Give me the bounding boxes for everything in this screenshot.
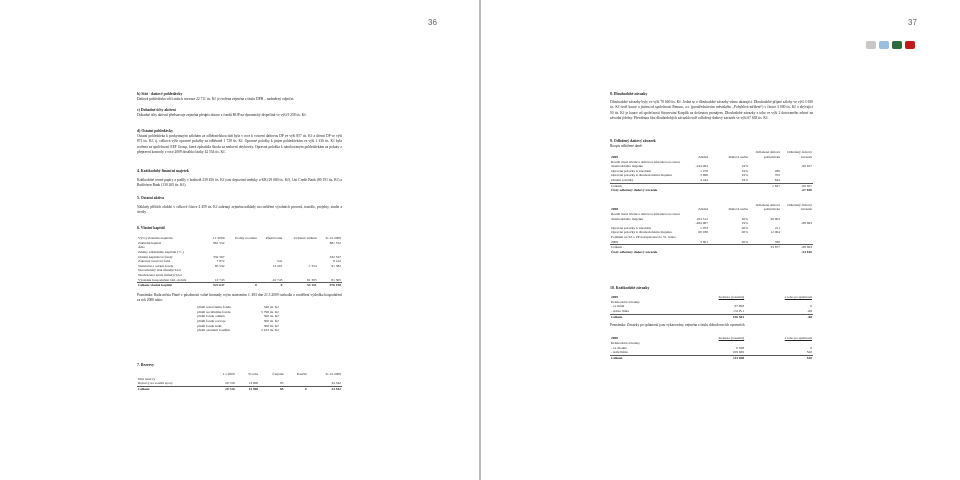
table-header: 31.12.2009 <box>325 236 341 241</box>
row-label: Čistý odložený daňový závazek <box>611 188 658 193</box>
table-cell: 0 <box>258 283 284 288</box>
section-d <box>137 129 342 155</box>
table-cell: 0 <box>225 283 257 288</box>
row-label: Krátkodobé závazky <box>611 299 640 304</box>
page-number: 37 <box>908 18 917 27</box>
row-label: Neuhrazená ztráta minulých let <box>138 272 182 277</box>
row-label: Ostatní položky <box>611 177 634 182</box>
table-cell: 20 902 <box>770 216 780 221</box>
table-cell: 19% <box>741 177 748 182</box>
table-cell <box>749 250 781 255</box>
table-row <box>610 188 813 193</box>
table-cell: -88 693 <box>781 245 813 250</box>
table-row <box>610 160 813 169</box>
table-cell: 34 542 <box>308 386 342 391</box>
row-label: Celkem vlastní kapitál <box>137 283 206 288</box>
item-value: 2 913 tis. Kč <box>261 328 279 333</box>
row-label: Celkem <box>610 314 681 319</box>
item-label: příděl rezervnímu fondu <box>197 305 232 310</box>
list-item <box>197 328 342 333</box>
distribution-list <box>197 305 342 333</box>
table-cell: 19% <box>741 164 748 169</box>
row-label: Základní kapitál <box>138 240 161 245</box>
section-10 <box>610 286 813 360</box>
table-cell: 67 693 <box>734 304 745 309</box>
table-cell: -67 830 <box>801 188 812 193</box>
table-header: Přeúčtování <box>265 236 283 241</box>
item-value: 300 tis. Kč <box>263 323 279 328</box>
section-subtitle: Rozpis odložené daně: <box>610 144 643 149</box>
table-cell: -69 657 <box>781 183 813 188</box>
left-page <box>0 0 479 480</box>
row-label: Opravné položky k dlouhodobému majetku <box>611 173 672 178</box>
row-label: Opravné položky k dlouhodobému majetku <box>611 230 672 235</box>
table-cell: 20% <box>741 239 748 244</box>
row-label: Opravné položky k zásobám <box>611 225 651 230</box>
row-label: Rezervy na soudní spory <box>138 381 173 386</box>
table-year: 2008 <box>611 336 618 341</box>
row-label: Daň rezervy <box>138 376 156 381</box>
section-9 <box>610 139 813 254</box>
row-label: Celkem <box>610 183 682 188</box>
table-cell: 1 053 <box>700 225 708 230</box>
table-cell: 19% <box>741 173 748 178</box>
row-label: Statutární a ostatní fondy <box>138 263 174 268</box>
table-header: Základ <box>698 207 708 212</box>
row-label: - ve lhůtě <box>611 304 625 309</box>
table-cell: -7 354 <box>307 263 317 268</box>
table-cell: 520 <box>806 350 812 355</box>
table-header: 1.1.2009 <box>222 372 235 377</box>
table-cell: 33 877 <box>749 245 781 250</box>
section-title: c) Dohadné účty aktivní <box>137 108 176 112</box>
table-cell: 20% <box>741 230 748 235</box>
row-label: Ostatní kapitálové fondy <box>138 254 173 259</box>
section-title: b) Stát - daňové pohledávky <box>137 92 183 96</box>
table-cell: 4 444 <box>700 177 708 182</box>
table-cell: 881 552 <box>329 240 341 245</box>
table-header: Odložená daňová pohledávka <box>755 202 780 212</box>
section-title: 4. Krátkodobý finanční majetek <box>137 169 189 173</box>
table-header: Základ <box>698 155 708 159</box>
table-cell: 91 382 <box>331 263 341 268</box>
table-cell <box>709 188 749 193</box>
row-label: Ážio <box>138 245 145 250</box>
table-cell: 13 900 <box>236 386 259 391</box>
section-text: Dlouhodobé závazky byly ve výši 70 660 tis. Kč. Jedná se o dlouhodobé závazky vůmo ukazující. Dlouhodobé přijaté zálohy ve výši 3 650 tis. Kč tvoří kauce a jistina od společnosti Renuac, a.s. (prostřednictvím městského „Pohyblivá mřížení“) v částce 3 000 tis. Kč a zbývající 50 tis. Kč je kauce od společnosti Stravování Karpfík za dočasnou pronájem. Dlouhodobé závazky z toho ve výši 2 dotovaného zdraví na závodní jídelny. Převážnou část dlouhodobých závazků tvoří odložený daňový závazek ve výši 67 638 tis. Kč. <box>610 100 813 120</box>
table-year: 2009 <box>611 155 618 159</box>
row-label: - ve dlouhé <box>611 345 627 350</box>
section-c <box>137 108 342 118</box>
table-cell: 520 <box>745 355 813 360</box>
table-cell: 19% <box>741 221 748 226</box>
swatch-blue <box>879 41 889 49</box>
section-text: Daňová pohledávka vůči státu k rozvaze 22 711 tis. Kč je tvořena zejména z titulu DPH – nadměrný odpočet. <box>137 97 295 102</box>
table-cell: 7 872 <box>216 259 225 264</box>
table-cell: -68 <box>745 314 813 319</box>
table-year: 2008 <box>611 207 618 212</box>
table-header: Daňová sazba <box>728 207 748 212</box>
row-label: Rozdíl mezi účetní a daňovou zůstatkovou cenou dlouhodobého majetku <box>611 211 680 221</box>
section-title: 6. Vlastní kapitál <box>137 226 165 230</box>
swatch-green <box>892 41 902 49</box>
row-label: Nerozdělený zisk minulých let <box>138 268 181 273</box>
table-header: 1.1.2009 <box>212 236 225 241</box>
table-cell: -244 964 <box>695 164 708 169</box>
row-label: Výsledek hospodaření běž. období <box>138 277 187 282</box>
table-header: Podíly na zisku <box>235 236 257 241</box>
liabilities-2009-table <box>610 295 813 319</box>
table-header: Zvýšení/ snížení <box>293 236 317 241</box>
item-value: 5 790 tis. Kč <box>261 309 279 314</box>
table-year: 2009 <box>611 295 618 300</box>
table-header: hodnota (rozestní) <box>718 295 745 300</box>
table-cell: -69 657 <box>801 164 812 169</box>
item-value: 540 tis. Kč <box>263 305 279 310</box>
section-6 <box>137 226 342 333</box>
table-cell: 104 512 <box>696 216 708 221</box>
table-cell: 702 <box>774 173 780 178</box>
row-label: Změny základního kapitálu (+/-) <box>138 249 184 254</box>
table-header: Odložený daňový závazek <box>787 202 812 212</box>
row-label: Zákonný rezervní fond <box>138 259 171 264</box>
table-header: z toho po splatnosti <box>784 336 812 341</box>
table-cell: 3 696 <box>700 173 708 178</box>
swatch-red <box>905 41 915 49</box>
table-cell <box>749 188 781 193</box>
section-title: 7. Rezervy <box>137 363 155 367</box>
table-cell: 332 567 <box>213 254 225 259</box>
table-cell <box>781 212 813 221</box>
table-header: Použití <box>296 372 307 377</box>
section-b <box>137 92 342 102</box>
table-cell: 60 038 <box>698 230 708 235</box>
table-cell: 20% <box>741 225 748 230</box>
table-row <box>610 235 813 245</box>
liabilities-note: Poznámka: Závazky po splatnosti jsou vykazovány, zejména z titulu dohodovacích opravních. <box>610 323 746 328</box>
table-cell: 54 151 <box>283 283 317 288</box>
item-label: příděl fondu ředit. <box>197 323 223 328</box>
table-header: Odložený daňový závazek <box>787 150 812 159</box>
table-header: Daňová sazba <box>728 155 748 159</box>
table-cell <box>749 160 781 169</box>
table-header: Čerpání <box>272 372 284 377</box>
swatch-gray <box>866 41 876 49</box>
table-cell <box>709 250 749 255</box>
row-label: Rozdíl mezi účetní a daňovou zůstatkovou cenou dlouhodobého majetku <box>611 159 680 169</box>
table-cell: -10 743 <box>271 277 283 282</box>
table-cell: 20 726 <box>208 386 236 391</box>
table-cell: 0 <box>810 304 812 309</box>
table-cell: 3 801 <box>700 239 708 244</box>
section-8 <box>610 92 813 121</box>
item-label: příděl fondu rozvoje <box>197 318 226 323</box>
table-cell: 20% <box>741 216 748 221</box>
item-value: 300 tis. Kč <box>263 318 279 323</box>
equity-table <box>137 236 342 288</box>
table-cell: 196 561 <box>681 314 745 319</box>
table-cell: 85 <box>280 381 284 386</box>
row-label: Celkem <box>610 245 682 250</box>
table-row <box>610 355 813 360</box>
table-cell: 976 198 <box>318 283 342 288</box>
table-header: hodnota (rozestní) <box>718 336 745 341</box>
table-cell: 19% <box>741 168 748 173</box>
row-label: Celkem <box>610 355 681 360</box>
row-label: - stálé lhůtu <box>611 350 628 355</box>
table-header: z toho po splatnosti <box>784 295 812 300</box>
table-cell <box>682 188 709 193</box>
item-label: příděl sociálnímu fondu <box>197 309 231 314</box>
table-cell: 113 698 <box>681 355 745 360</box>
table-cell: 81 305 <box>307 277 317 282</box>
provisions-table <box>137 372 342 391</box>
page-number: 36 <box>428 18 437 27</box>
table-header: Vývoj vlastního kapitálu <box>138 236 173 241</box>
row-label: Opravné položky k zásobám <box>611 168 651 173</box>
table-cell: 131 B.1 <box>733 308 745 313</box>
table-cell: 10 743 <box>214 277 225 282</box>
table-cell: 12 004 <box>770 230 780 235</box>
table-header: Odložená daňová pohledávka <box>755 150 780 159</box>
section-7 <box>137 363 342 392</box>
table-cell <box>682 250 709 255</box>
table-cell: 34 542 <box>331 381 341 386</box>
table-cell: 85 <box>259 386 284 391</box>
table-cell: 541 <box>277 259 283 264</box>
table-cell: 13 201 <box>272 263 283 268</box>
section-text: Ostatní pohledávka k poskytnutým zálohám za odběratelskou daň byla v roce k vrácení daňovou DP ve výši 857 tis. Kč a účetní DP ve výši 871 tis. Kč, tj. celková výše opravné položky za odběratel 1 728 tis. Kč. Opravné položky k jiným pohledávkám ve výši 1 236 tis. Kč byla tvořena za společností EEF Group, která způsobila škodu za smluvní ohybovity. Opravná položka k nárokovaným pohledávkám za pokuty z přepravní kontroly v roce 2009 dosáhla částky 42 554 tis. Kč. <box>137 134 342 154</box>
item-label: příděl fondu odměn <box>197 314 225 319</box>
deferred-tax-2008-table <box>610 203 813 255</box>
row-label: - stáleo lhůta <box>611 308 630 313</box>
table-cell: 1 827 <box>749 183 781 188</box>
table-row <box>610 314 813 319</box>
section-title: 5. Ostatní aktiva <box>137 196 164 200</box>
right-page <box>481 0 960 480</box>
row-label: Čistý odložený daňový závazek <box>611 249 658 254</box>
section-title: d) Ostatní pohledávky <box>137 129 174 133</box>
section-4 <box>137 169 342 189</box>
table-cell: 760 <box>774 239 780 244</box>
table-cell: 332 547 <box>329 254 341 259</box>
table-cell: 81 305 <box>331 277 341 282</box>
section-title: 8. Dlouhodobé závazky <box>610 92 648 96</box>
table-cell: 0 <box>285 386 308 391</box>
table-row <box>610 250 813 255</box>
table-cell: 211 <box>774 225 780 230</box>
deferred-tax-2009-table <box>610 150 813 192</box>
liabilities-2008-table <box>610 336 813 360</box>
table-header: Tvorba <box>248 372 259 377</box>
table-cell: -484 907 <box>695 221 708 226</box>
section-title: 9. Odložený daňový závazek <box>610 139 656 143</box>
table-cell: -54 816 <box>801 249 812 254</box>
row-label: Krátkodobé závazky <box>611 340 640 345</box>
table-cell: 280 <box>774 168 780 173</box>
section-text: Krátkodobé cenné papíry a podíly v hodnotě 239 456 tis. Kč jsou depozitní směnky u KB (29 080 tis. Kč), Uni Credit Bank (80 191 tis. Kč) a Raiffeisen Bank (130 265 tis. Kč). <box>137 178 342 188</box>
table-cell: 0 028 <box>736 345 745 350</box>
section-text: Náklady příštích období v celkové částce 4 459 tis. Kč zahrnují zejména náklady na rozšíření výrobních procesů, trasidlo, projekty, studie a úvody. <box>137 205 342 215</box>
table-cell: 20 726 <box>225 381 235 386</box>
item-label: příděl ostatním fondům <box>197 328 230 333</box>
table-cell <box>781 235 813 245</box>
table-cell: 85 532 <box>214 263 225 268</box>
section-5 <box>137 196 342 216</box>
row-label: Pojištění na SZ a ZP nezaplacené do 31. ledna 2009 <box>611 234 676 244</box>
table-cell: 13 900 <box>248 381 259 386</box>
table-cell: -68 <box>807 308 812 313</box>
table-cell: 109 665 <box>732 350 745 355</box>
table-cell: 0 <box>810 345 812 350</box>
table-row <box>610 212 813 221</box>
item-value: 500 tis. Kč <box>263 314 279 319</box>
table-header: 31.12.2009 <box>325 372 341 377</box>
table-cell: -88 693 <box>801 221 812 226</box>
table-cell: 1 478 <box>700 168 708 173</box>
table-cell: 844 <box>774 177 780 182</box>
section-text: Dohadné účty aktivní představuje zejména předpis dotace z fondů ROP na dynamický dispečink ve výši 9 258 tis. Kč. <box>137 113 307 118</box>
equity-note: Poznámka: Rada města Plzně v působnosti valné hromady svým usnesením č. 493 dne 21.5.2009 rozhodla o rozdělení výsledku hospodaření za rok 2008 takto: <box>137 292 342 302</box>
table-cell: 922 647 <box>206 283 226 288</box>
row-label: Celkem <box>137 386 208 391</box>
table-cell: 881 552 <box>213 240 225 245</box>
section-title: 10. Krátkodobé závazky <box>610 286 650 290</box>
table-row <box>137 283 342 288</box>
table-row <box>137 386 342 391</box>
color-swatches <box>866 41 915 49</box>
table-cell: 8 412 <box>333 259 341 264</box>
